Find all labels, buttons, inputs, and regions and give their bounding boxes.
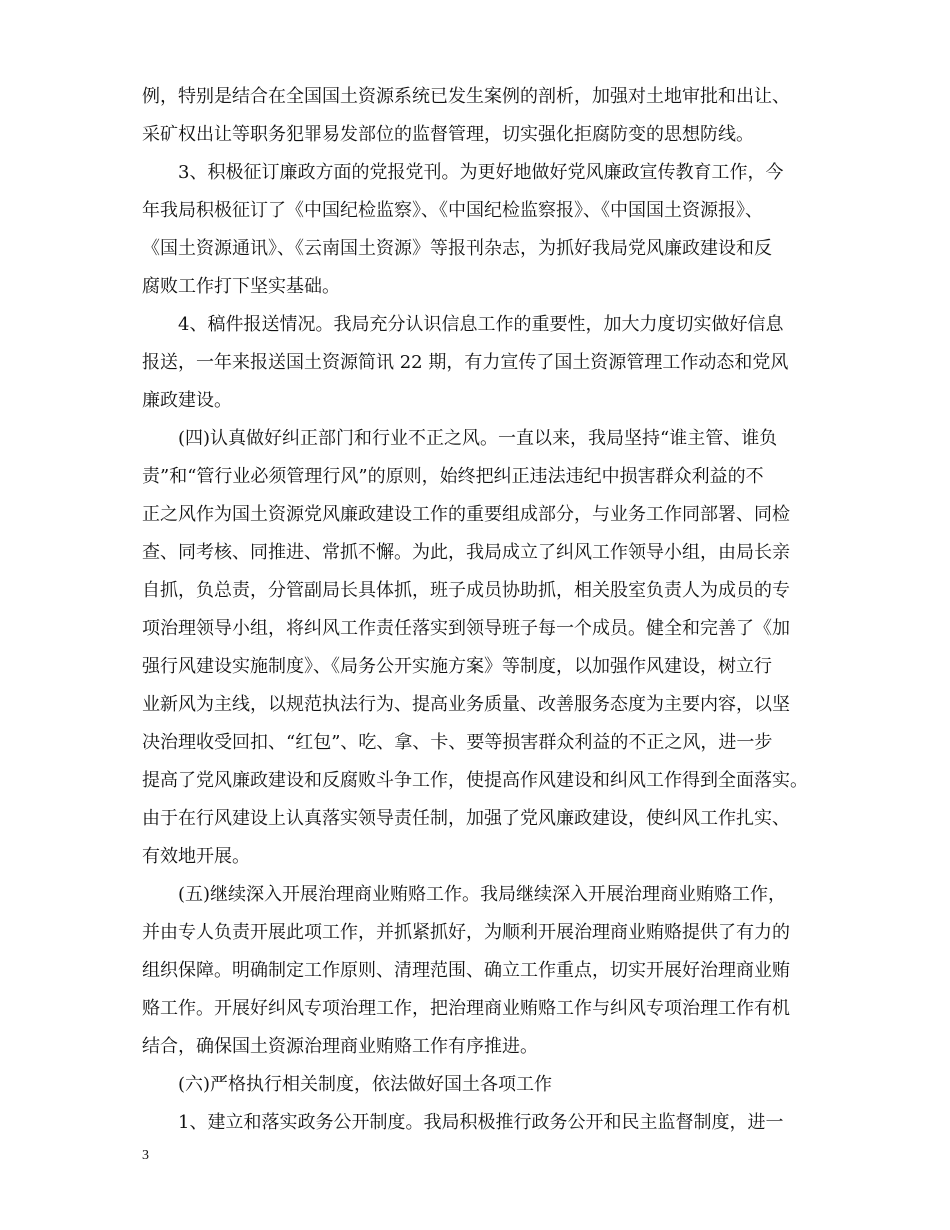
text-line: 正之风作为国土资源党风廉政建设工作的重要组成部分，与业务工作同部署、同检 [142, 504, 790, 525]
text-line: 并由专人负责开展此项工作，并抓紧抓好，为顺利开展治理商业贿赂提供了有力的 [142, 922, 790, 943]
text-line: 提高了党风廉政建设和反腐败斗争工作，使提高作风建设和纠风工作得到全面落实。 [142, 770, 808, 791]
text-line: 采矿权出让等职务犯罪易发部位的监督管理，切实强化拒腐防变的思想防线。 [142, 124, 754, 145]
text-line: 强行风建设实施制度》、《局务公开实施方案》等制度，以加强作风建设，树立行 [142, 656, 772, 677]
text-line: 决治理收受回扣、“红包”、吃、拿、卡、要等损害群众利益的不正之风，进一步 [142, 732, 773, 753]
text-line: 责”和“管行业必须管理行风”的原则，始终把纠正违法违纪中损害群众利益的不 [142, 466, 764, 487]
text-line: 由于在行风建设上认真落实领导责任制，加强了党风廉政建设，使纠风工作扎实、 [142, 808, 790, 829]
text-line: 有效地开展。 [142, 846, 250, 867]
text-line: (四)认真做好纠正部门和行业不正之风。一直以来，我局坚持“谁主管、谁负 [178, 428, 778, 449]
text-line: 自抓，负总责，分管副局长具体抓，班子成员协助抓，相关股室负责人为成员的专 [142, 580, 790, 601]
text-line: 廉政建设。 [142, 390, 232, 411]
text-line: 年我局积极征订了《中国纪检监察》、《中国纪检监察报》、《中国国土资源报》、 [142, 200, 763, 221]
text-line: (五)继续深入开展治理商业贿赂工作。我局继续深入开展治理商业贿赂工作， [178, 884, 787, 905]
text-line: 3、积极征订廉政方面的党报党刊。为更好地做好党风廉政宣传教育工作，今 [178, 162, 784, 183]
text-line: 腐败工作打下坚实基础。 [142, 276, 340, 297]
text-line: 业新风为主线，以规范执法行为、提高业务质量、改善服务态度为主要内容，以坚 [142, 694, 790, 715]
text-line: 组织保障。明确制定工作原则、清理范围、确立工作重点，切实开展好治理商业贿 [142, 960, 790, 981]
text-line: 4、稿件报送情况。我局充分认识信息工作的重要性，加大力度切实做好信息 [178, 314, 784, 335]
text-line: 报送，一年来报送国土资源简讯 22 期，有力宣传了国土资源管理工作动态和党风 [142, 352, 789, 373]
text-line: 结合，确保国土资源治理商业贿赂工作有序推进。 [142, 1036, 538, 1057]
text-line: 查、同考核、同推进、常抓不懈。为此，我局成立了纠风工作领导小组，由局长亲 [142, 542, 790, 563]
text-line: 例，特别是结合在全国国土资源系统已发生案例的剖析，加强对土地审批和出让、 [142, 86, 790, 107]
text-line: 《国土资源通讯》、《云南国土资源》等报刊杂志，为抓好我局党风廉政建设和反 [142, 238, 772, 259]
text-line: (六)严格执行相关制度，依法做好国土各项工作 [178, 1074, 553, 1095]
text-line: 项治理领导小组，将纠风工作责任落实到领导班子每一个成员。健全和完善了《加 [142, 618, 790, 639]
page-number: 3 [142, 1148, 149, 1163]
text-line: 1、建立和落实政务公开制度。我局积极推行政务公开和民主监督制度，进一 [178, 1112, 784, 1133]
text-line: 赂工作。开展好纠风专项治理工作，把治理商业贿赂工作与纠风专项治理工作有机 [142, 998, 790, 1019]
